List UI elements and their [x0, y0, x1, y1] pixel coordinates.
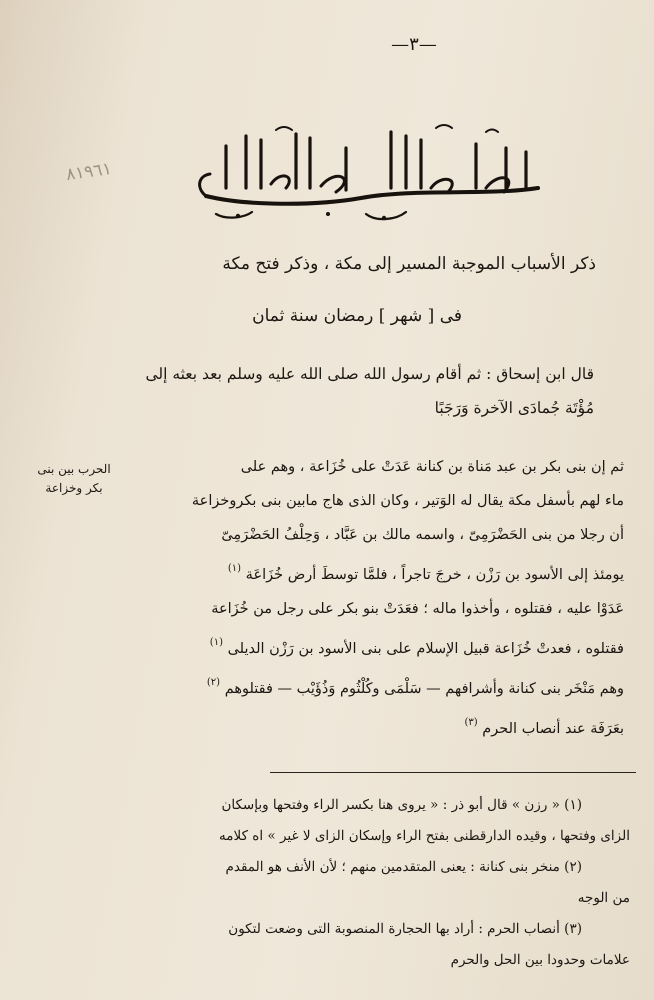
footnote-line: (٢) منخر بنى كنانة : يعنى المتقدمين منهم ؛ لأن الأنف هو المقدم [225, 859, 582, 875]
stamp-number: ٨١٩٦١ [64, 158, 113, 186]
footnote-ref-3: (٣) [464, 717, 478, 728]
margin-note-line: الحرب بين بنى [37, 462, 111, 476]
footnote-divider [270, 772, 636, 773]
intro-line: قال ابن إسحاق : ثم أقام رسول الله صلى الله عليه وسلم بعد بعثه إلى [145, 365, 594, 383]
body-line [134, 706, 624, 746]
body-line: ماء لهم بأسفل مكة يقال له الوَتير ، وكان الذى هاج مابين بنى بكروخزاعة [191, 493, 624, 509]
page-number: —٣— [391, 34, 437, 55]
body-line-text: بعَرَفَة عند أنصاب الحرم [482, 721, 624, 737]
margin-note-line: بكر وخزاعة [45, 481, 103, 495]
body-line-text: فقتلوه ، فعدتْ خُزَاعة قبيل الإسلام على بنى الأسود بن رَزْن الديلى [227, 641, 624, 657]
body-paragraph [134, 450, 624, 746]
footnote-line: (٣) أنصاب الحرم : أراد بها الحجارة المنصوبة التى وضعت لتكون [228, 921, 582, 937]
section-subheading: فى [ شهر ] رمضان سنة ثمان [252, 306, 462, 326]
footnotes [40, 790, 630, 976]
body-line: أن رجلا من بنى الحَضْرَمِىّ ، واسمه مالك بن عَبَّاد ، وَحِلْفُ الحَضْرَمِىّ [221, 527, 624, 543]
footnote-ref-1: (١) [227, 563, 242, 574]
footnote-line: علامات وحدودا بين الحل والحرم [450, 952, 630, 968]
intro-line: مُؤْتَة جُمادَى الآخرة وَرَجَبًا [434, 399, 594, 417]
body-line [134, 552, 624, 592]
intro-paragraph [94, 357, 594, 425]
body-line: عَدَوْا عليه ، فقتلوه ، وأخذوا ماله ؛ فعَدَتْ بنو بكر على رجل من خُزَاعة [211, 601, 624, 617]
footnote-line: (١) « رزن » قال أبو ذر : « يروى هنا بكسر الراء وفتحها وبإسكان [221, 797, 582, 813]
footnote-line: الزاى وفتحها ، وقيده الدارقطنى بفتح الراء وإسكان الزاى لا غير » اه كلامه [219, 828, 630, 844]
body-line-text: يومئذ إلى الأسود بن رَزْن ، خرجَ تاجراً ، فلمَّا توسطَ أرض خُزَاعَة [245, 567, 624, 583]
body-line [134, 666, 624, 706]
body-line [134, 626, 624, 666]
footnote-line: من الوجه [577, 890, 630, 906]
basmala-calligraphy [186, 118, 556, 228]
library-stamp [65, 159, 113, 185]
footnote-ref-1b: (١) [209, 637, 223, 648]
margin-note [28, 460, 120, 498]
section-heading: ذكر الأسباب الموجبة المسير إلى مكة ، وذكر فتح مكة [222, 254, 596, 274]
footnote-ref-2: (٢) [206, 677, 221, 688]
body-line: ثم إن بنى بكر بن عبد مَناة بن كنانة عَدَتْ على خُزَاعة ، وهم على [240, 459, 624, 475]
body-line-text: وهم مَنْخَر بنى كنانة وأشرافهم — سَلْمَى وكُلْثُوم وَذُؤَيْب — فقتلوهم [224, 681, 624, 697]
